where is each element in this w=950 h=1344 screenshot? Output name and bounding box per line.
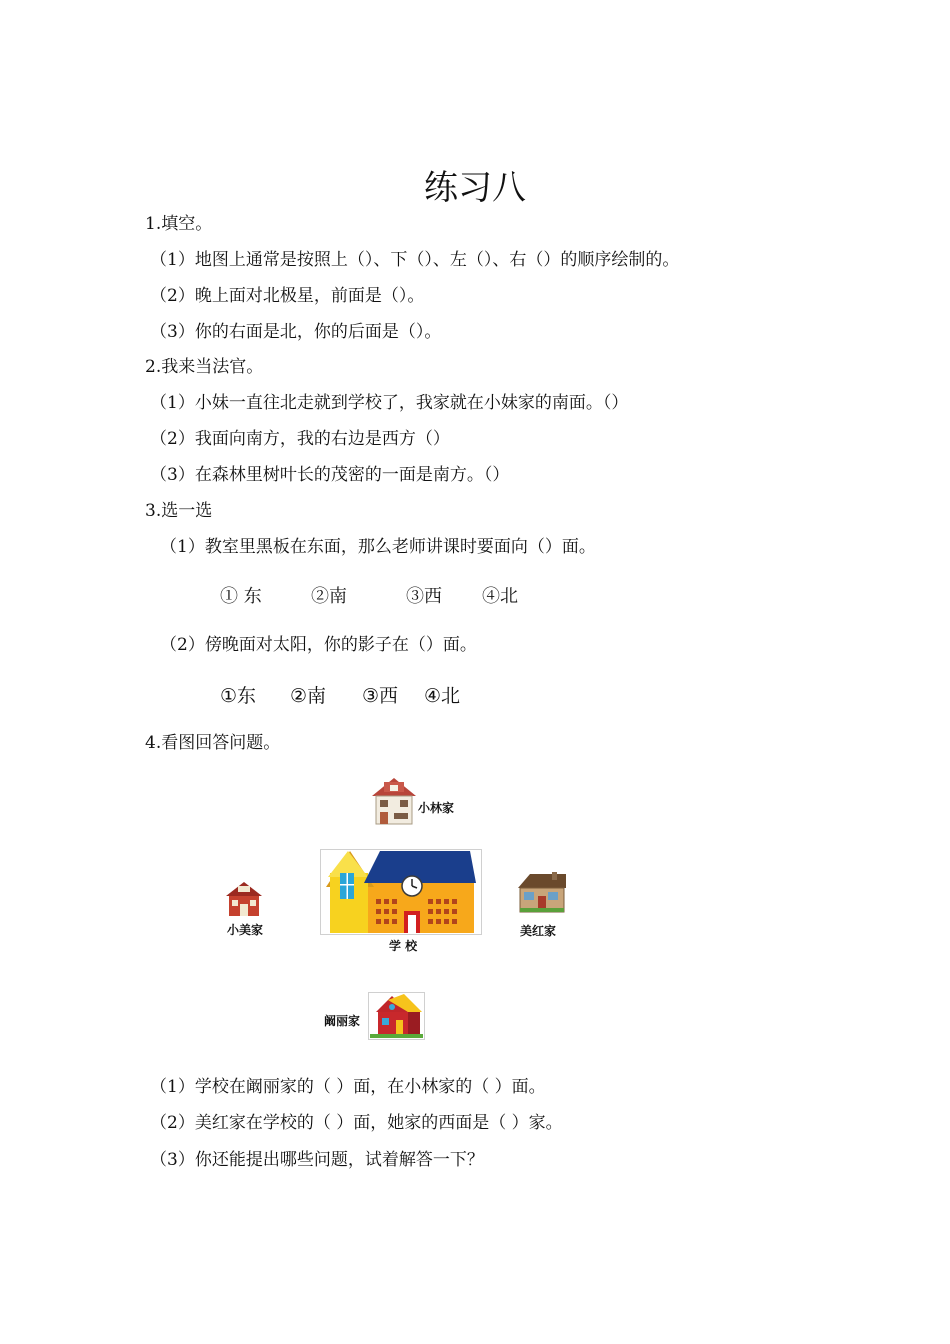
q3-option-1b: ②南 <box>311 586 347 607</box>
q1-heading: 1.填空。 <box>145 214 213 234</box>
q3-sub-2: （2）傍晚面对太阳，你的影子在（）面。 <box>160 635 477 655</box>
q1-item-3: （3）你的右面是北，你的后面是（）。 <box>150 322 442 342</box>
q2-item-2: （2）我面向南方，我的右边是西方（） <box>150 429 450 449</box>
label-school: 学 校 <box>389 939 418 953</box>
q4-item-3: （3）你还能提出哪些问题，试着解答一下？ <box>150 1150 484 1170</box>
q4-item-2: （2）美红家在学校的（ ）面，她家的西面是（ ）家。 <box>150 1113 563 1133</box>
q3-option-2c: ③西 <box>362 685 399 707</box>
q3-heading: 3.选一选 <box>145 501 213 521</box>
q2-item-3: （3）在森林里树叶长的茂密的一面是南方。（） <box>150 465 510 485</box>
q3-option-2d: ④北 <box>424 685 461 707</box>
q3-option-2b: ②南 <box>290 685 327 707</box>
q3-option-1d: ④北 <box>482 586 518 607</box>
q1-item-2: （2）晚上面对北极星，前面是（）。 <box>150 286 425 306</box>
q3-option-2a: ①东 <box>220 685 257 707</box>
label-kanli: 阚丽家 <box>324 1014 361 1028</box>
q1-item-1: （1）地图上通常是按照上（）、下（）、左（）、右（）的顺序绘制的。 <box>150 250 680 270</box>
xiaolin-house-icon <box>370 776 418 826</box>
q2-item-1: （1）小妹一直往北走就到学校了，我家就在小妹家的南面。（） <box>150 393 629 413</box>
q4-item-1: （1）学校在阚丽家的（ ）面，在小林家的（ ）面。 <box>150 1077 546 1097</box>
q2-heading: 2.我来当法官。 <box>145 357 264 377</box>
page-title: 练习八 <box>424 168 526 208</box>
label-xiaomei: 小美家 <box>227 923 264 937</box>
q4-heading: 4.看图回答问题。 <box>145 733 281 753</box>
label-meihong: 美红家 <box>520 924 557 938</box>
q3-sub-1: （1）教室里黑板在东面，那么老师讲课时要面向（）面。 <box>160 537 596 557</box>
xiaomei-house-icon <box>224 880 264 918</box>
label-xiaolin: 小林家 <box>418 801 455 815</box>
q3-option-1a: ① 东 <box>220 586 262 607</box>
meihong-house-icon <box>516 872 568 914</box>
q3-option-1c: ③西 <box>406 586 442 607</box>
school-building-icon <box>320 849 482 935</box>
kanli-house-icon <box>368 992 425 1040</box>
